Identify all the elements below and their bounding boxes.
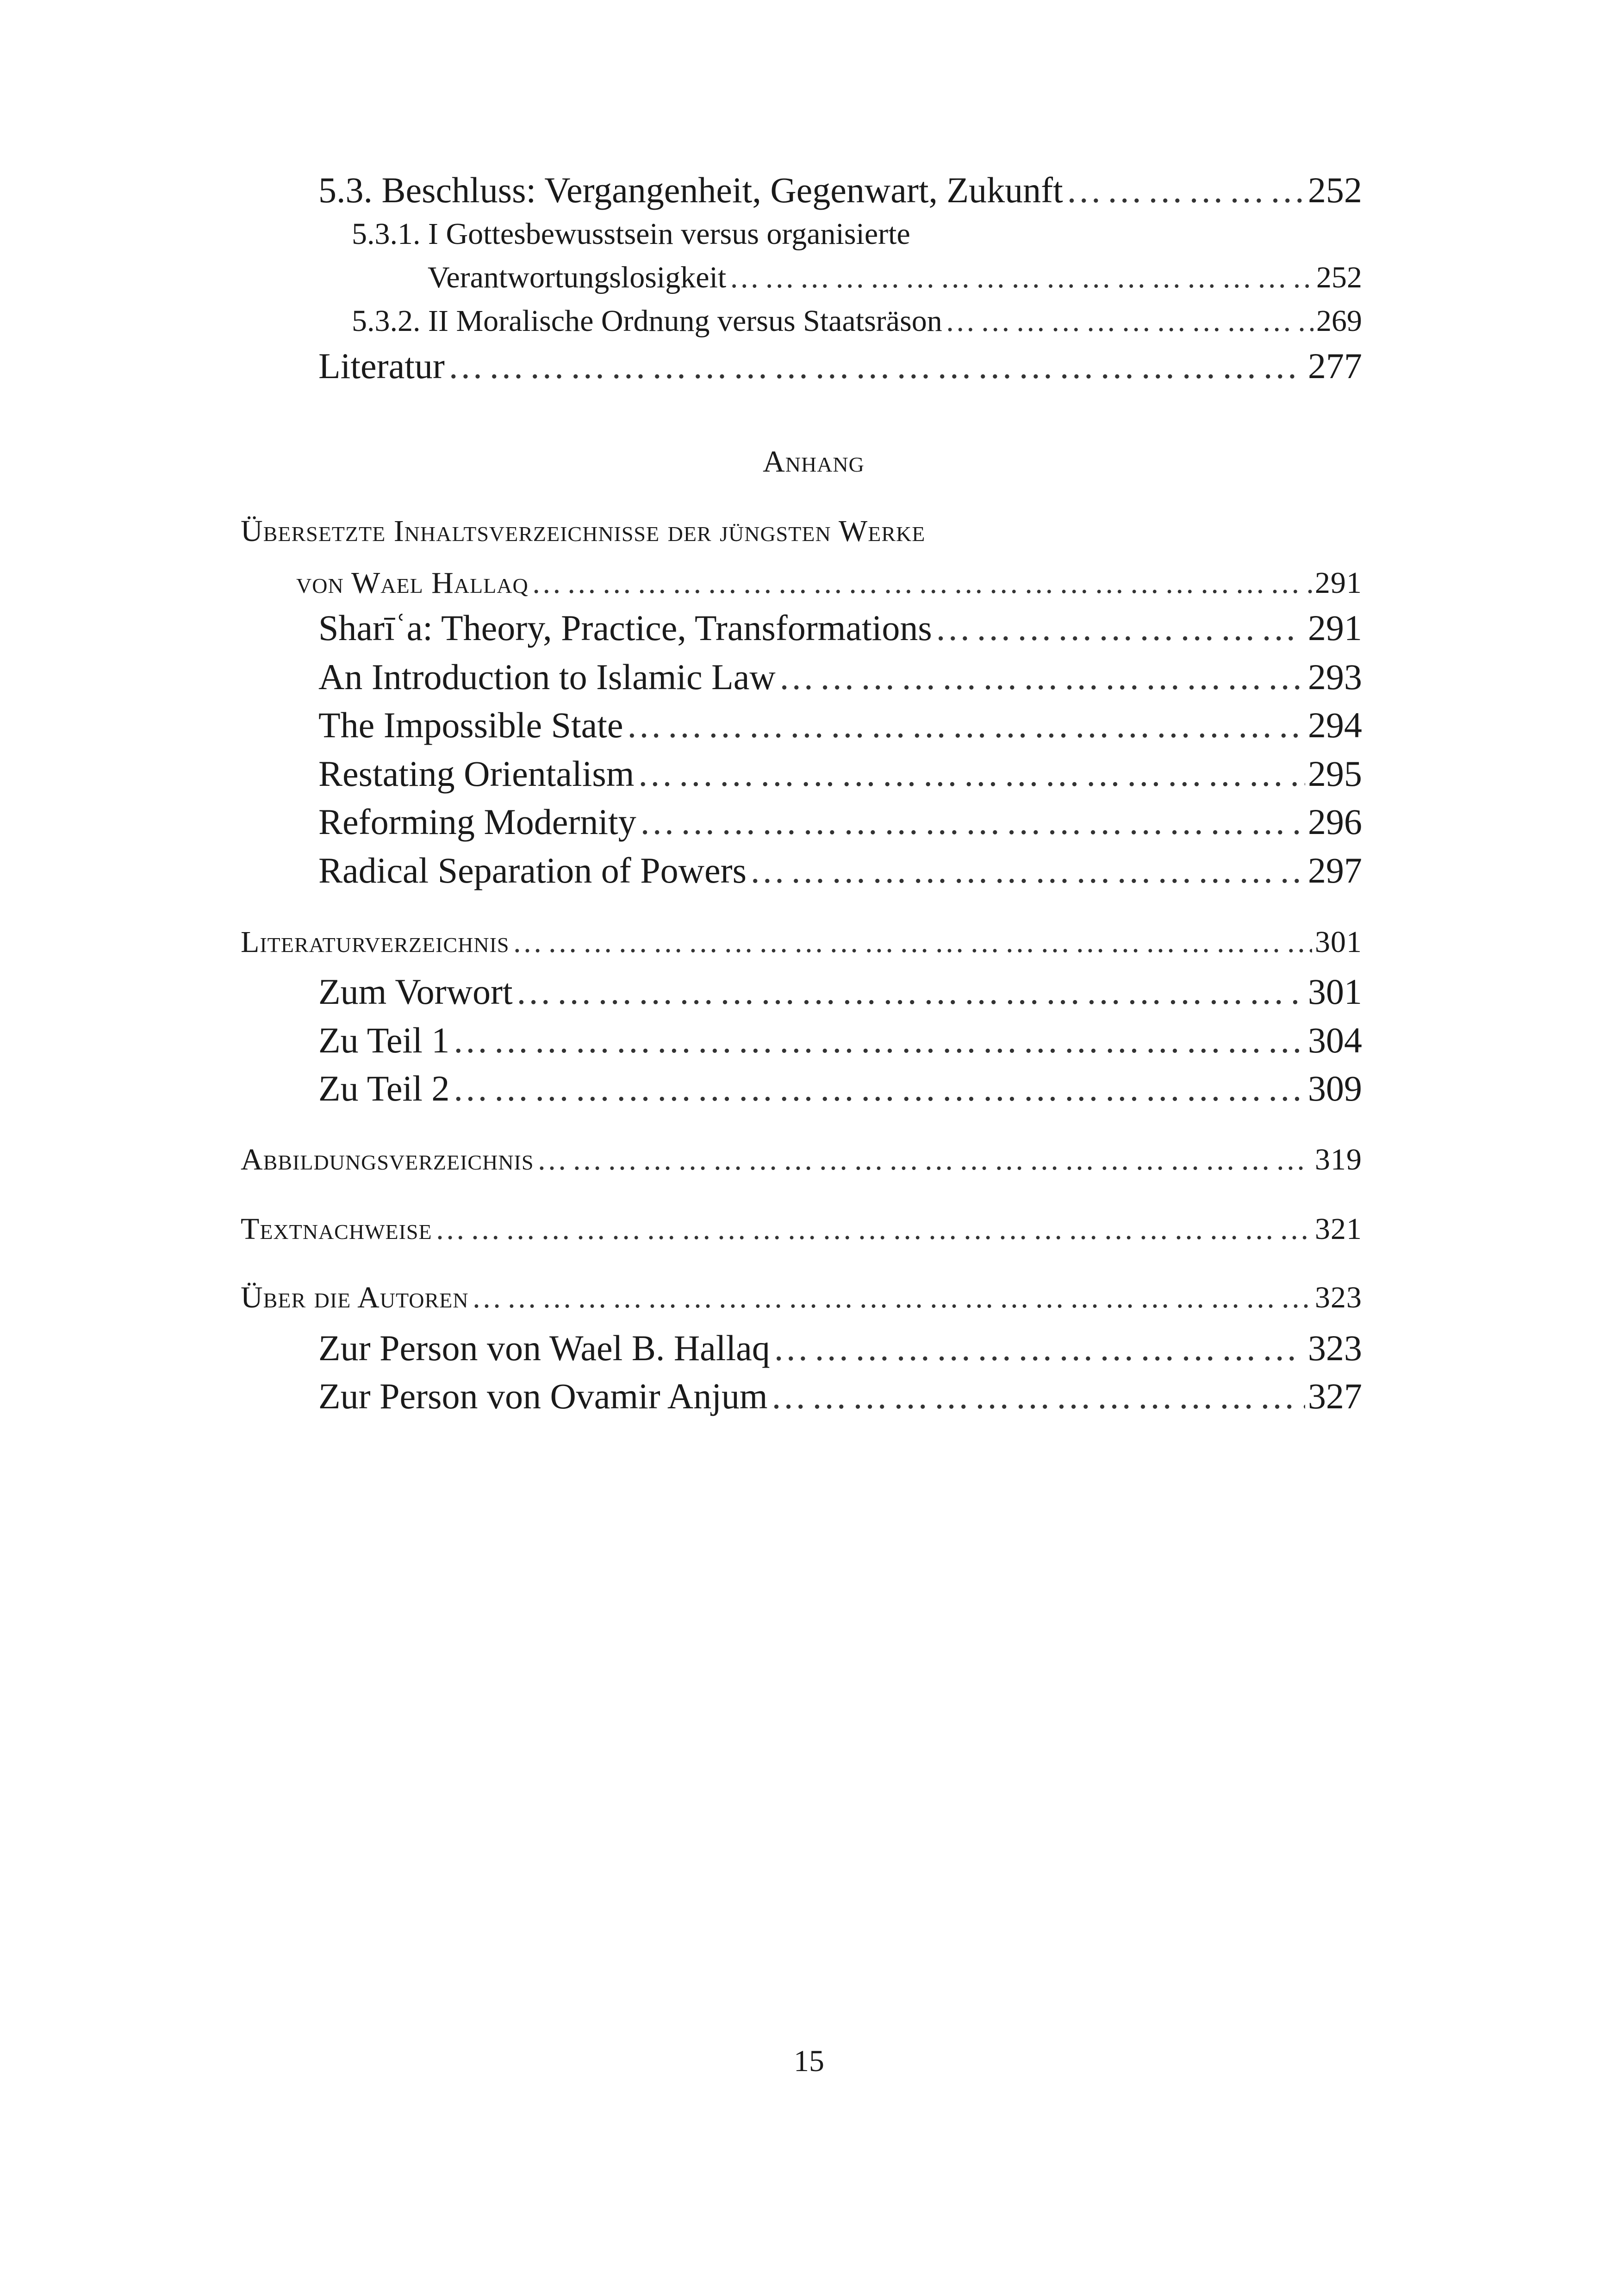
dot-leader [516,971,1305,1013]
dot-leader [637,753,1305,795]
toc-entry-label: Zum Vorwort [318,971,513,1012]
toc-section-title: Literaturverzeichnis [241,925,510,959]
dot-leader [536,1142,1312,1177]
toc-entry[interactable] [318,971,1362,1013]
toc-entry-label: von Wael Hallaq [296,566,529,600]
toc-entry-page: 319 [1315,1143,1362,1176]
toc-section-title: Textnachweise [241,1212,432,1246]
toc-entry-label: 5.3. Beschluss: Vergangenheit, Gegenwart, Zukunft [318,170,1063,210]
toc-entry-label: Zu Teil 2 [318,1068,450,1108]
toc-entry-page: 309 [1308,1068,1362,1108]
toc-entry-label: Radical Separation of Powers [318,850,747,890]
toc-entry[interactable] [318,656,1362,698]
dot-leader [448,345,1305,387]
toc-section-title: Über die Autoren [241,1281,469,1314]
toc-entry-label: Sharīʿa: Theory, Practice, Transformations [318,608,932,648]
toc-entry-label: Zur Person von Wael B. Hallaq [318,1328,770,1368]
page-number: 15 [794,2044,824,2078]
toc-section-title[interactable]: Übersetzte Inhaltsverzeichnisse der jüngsten Werke [241,514,926,548]
appendix-heading: Anhang [763,445,865,479]
toc-entry[interactable] [318,704,1362,746]
toc-entry-page: 323 [1308,1328,1362,1368]
dot-leader [626,704,1305,746]
toc-entry[interactable] [318,850,1362,891]
toc-entry-page: 295 [1308,753,1362,794]
dot-leader [639,801,1305,843]
toc-entry-page: 301 [1308,971,1362,1012]
dot-leader [472,1280,1313,1315]
toc-entry-page: 269 [1316,304,1362,338]
dot-leader [771,1375,1305,1417]
toc-entry[interactable] [428,260,1362,295]
dot-leader [531,566,1312,601]
toc-entry-label: Zu Teil 1 [318,1020,450,1060]
toc-entry[interactable] [318,1327,1362,1369]
dot-leader [729,260,1313,295]
toc-entry-page: 304 [1308,1020,1362,1060]
toc-entry-page: 294 [1308,705,1362,745]
dot-leader [452,1068,1305,1109]
dot-leader [452,1020,1305,1061]
toc-entry-page: 296 [1308,802,1362,842]
dot-leader [512,925,1313,960]
toc-entry[interactable] [241,1280,1362,1315]
toc-entry-page: 301 [1315,925,1362,959]
toc-section-title: Abbildungsverzeichnis [241,1143,534,1176]
toc-entry[interactable] [318,607,1362,649]
dot-leader [435,1212,1312,1247]
toc-entry-page: 291 [1308,608,1362,648]
toc-entry[interactable] [241,1142,1362,1177]
toc-entry-page: 277 [1308,346,1362,386]
toc-entry-label[interactable]: 5.3.1. I Gottesbewusstsein versus organisierte [352,217,910,251]
toc-entry-page: 323 [1315,1281,1362,1314]
toc-entry-page: 321 [1315,1212,1362,1246]
toc-entry[interactable] [318,801,1362,843]
dot-leader [1066,169,1305,211]
toc-entry[interactable] [318,1375,1362,1417]
toc-entry[interactable] [318,1068,1362,1109]
toc-entry[interactable] [352,304,1362,339]
dot-leader [749,850,1305,891]
toc-entry-page: 293 [1308,657,1362,697]
toc-entry[interactable] [318,753,1362,795]
toc-entry-label: 5.3.2. II Moralische Ordnung versus Staatsräson [352,304,942,338]
dot-leader [778,656,1305,698]
toc-entry-label: The Impossible State [318,705,623,745]
toc-entry[interactable] [318,1020,1362,1061]
toc-entry[interactable] [296,566,1362,601]
toc-entry-label: Reforming Modernity [318,802,636,842]
toc-entry-page: 327 [1308,1376,1362,1416]
toc-entry-label: An Introduction to Islamic Law [318,657,776,697]
toc-entry-label: Verantwortungslosigkeit [428,261,727,294]
toc-entry[interactable] [241,1212,1362,1247]
dot-leader [773,1327,1305,1369]
dot-leader [935,607,1305,649]
toc-entry[interactable] [241,925,1362,960]
toc-entry-page: 252 [1308,170,1362,210]
toc-entry-label: Restating Orientalism [318,753,635,794]
toc-entry[interactable] [318,345,1362,387]
toc-entry-page: 297 [1308,850,1362,890]
toc-entry-label: Literatur [318,346,445,386]
toc-entry-page: 291 [1315,566,1362,600]
toc-entry-page: 252 [1316,261,1362,294]
toc-entry-label: Zur Person von Ovamir Anjum [318,1376,768,1416]
dot-leader [945,304,1313,339]
toc-entry[interactable] [318,169,1362,211]
